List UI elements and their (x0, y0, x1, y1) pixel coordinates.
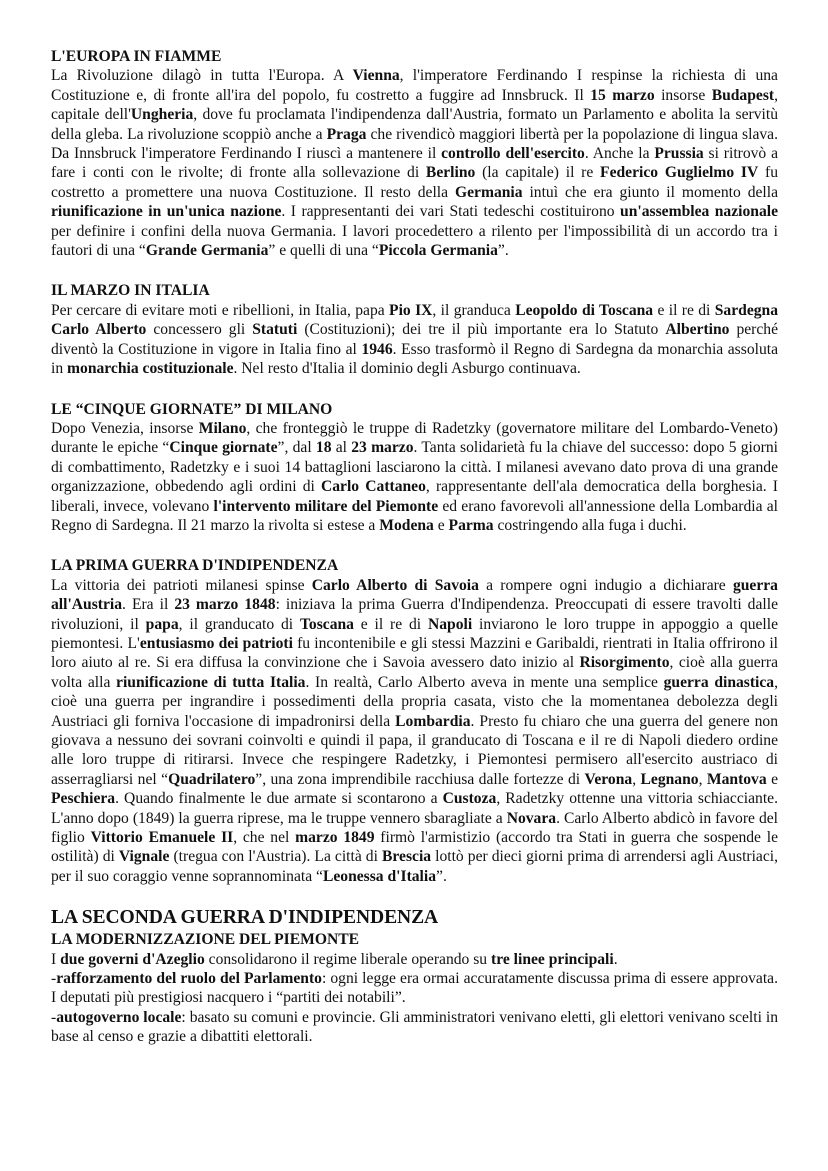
bold-term: Sardegna Carlo Alberto (51, 301, 779, 339)
section-paragraph: La Rivoluzione dilagò in tutta l'Europa. A Vienna, l'imperatore Ferdinando I respinse la richiesta di una Costituzione e, di fronte all'ira del popolo, fu costretto a fuggire ad Innsbruck. Il 15 marzo insorse Budapest, capitale dell'Ungheria, dove fu proclamata l'indipendenza dall'Austria, formato un Parlamento e abolita la servitù della gleba. La rivoluzione scoppiò anche a Praga che rivendicò maggiori libertà per la popolazione di lingua slava. Da Innsbruck l'imperatore Ferdinando I riuscì a mantenere il controllo dell'esercito. Anche la Prussia si ritrovò a fare i conti con le rivolte; di fronte alla sollevazione di Berlino (la capitale) il re Federico Guglielmo IV fu costretto a promettere una nuova Costituzione. Il resto della Germania intuì che era giunto il momento della riunificazione in un'unica nazione. I rappresentanti dei vari Stati tedeschi costituirono un'assemblea nazionale per definire i confini della nuova Germania. I lavori procedettero a rilento per l'impossibilità di un accordo tra i fautori di una “Grande Germania” e quelli di una “Piccola Germania”. (51, 67, 779, 260)
bold-term: guerra dinastica (663, 673, 775, 691)
bold-term: Statuti (252, 321, 298, 339)
section-heading: IL MARZO IN ITALIA (51, 282, 210, 300)
bold-term: Ungheria (130, 106, 194, 124)
bold-term: marzo 1849 (295, 829, 375, 847)
bold-term: Quadrilatero (168, 770, 256, 788)
bold-term: Pio IX (389, 301, 433, 319)
bold-term: Germania (454, 183, 523, 201)
bold-term: Grande Germania (145, 242, 269, 260)
bold-term: autogoverno locale (56, 1008, 182, 1026)
bold-term: Prussia (654, 145, 704, 163)
bold-term: l'intervento militare del Piemonte (213, 497, 439, 515)
bold-term: Leopoldo di Toscana (515, 301, 654, 319)
bold-term: Cinque giornate (169, 439, 278, 457)
list-item: -autogoverno locale: basato su comuni e provincie. Gli amministratori venivano eletti, gli elettori venivano scelti in base al censo e grazie a dibattiti elettorali. (51, 1008, 778, 1046)
bold-term: Novara (506, 809, 557, 827)
bold-term: un'assemblea nazionale (620, 203, 779, 221)
section-paragraph: Dopo Venezia, insorse Milano, che fronteggiò le truppe di Radetzky (governatore militare del Lombardo-Veneto) durante le epiche “Cinque giornate”, dal 18 al 23 marzo. Tanta solidarietà fu la chiave del successo: dopo 5 giorni di combattimento, Radetzky e i suoi 14 battaglioni lasciarono la città. I milanesi avevano dato prova di una grande organizzazione, obbedendo agli ordini di Carlo Cattaneo, rappresentante dell'ala democratica della borghesia. I liberali, invece, volevano l'intervento militare del Piemonte ed erano favorevoli all'annessione della Lombardia al Regno di Sardegna. Il 21 marzo la rivolta si estese a Modena e Parma costringendo alla fuga i duchi. (51, 419, 778, 534)
section-europa-in-fiamme (51, 47, 778, 260)
section-paragraph: La vittoria dei patrioti milanesi spinse Carlo Alberto di Savoia a rompere ogni indugio a dichiarare guerra all'Austria. Era il 23 marzo 1848: iniziava la prima Guerra d'Indipendenza. Preoccupati di essere travolti dalle rivoluzioni, il papa, il granducato di Toscana e il re di Napoli inviarono le loro truppe in appoggio a quelle piemontesi. L'entusiasmo dei patrioti fu incontenibile e gli stessi Mazzini e Garibaldi, rientrati in Italia offrirono il loro aiuto al re. Si era diffusa la convinzione che i Savoia avessero dato inizio al Risorgimento, cioè alla guerra volta alla riunificazione di tutta Italia. In realtà, Carlo Alberto aveva in mente una semplice guerra dinastica, cioè una guerra per ingrandire i possedimenti della propria casata, visto che la momentanea debolezza degli Austriaci gli forniva l'occasione di impadronirsi della Lombardia. Presto fu chiaro che una guerra del genere non giovava a nessuno dei sovrani coinvolti e quindi il papa, il granducato di Toscana e il re di Napoli diedero ordine alle loro truppe di ritirarsi. Invece che respingere Radetzky, i Piemontesi permisero all'esercito austriaco di asserragliarsi nel “Quadrilatero”, una zona imprendibile racchiusa dalle fortezze di Verona, Legnano, Mantova e Peschiera. Quando finalmente le due armate si scontarono a Custoza, Radetzky ottenne una vittoria schiacciante. L'anno dopo (1849) la guerra riprese, ma le truppe vennero sbaragliate a Novara. Carlo Alberto abdicò in favore del figlio Vittorio Emanuele II, che nel marzo 1849 firmò l'armistizio (accordo tra Stati in guerra che sospende le ostilità) di Vignale (tregua con l'Austria). La città di Brescia lottò per dieci giorni prima di arrendersi agli Austriaci, per il suo coraggio venne soprannominata “Leonessa d'Italia”. (51, 576, 779, 885)
bold-term: riunificazione in un'unica nazione (51, 203, 282, 221)
section-cinque-giornate (51, 400, 778, 536)
bold-term: monarchia costituzionale (67, 360, 234, 378)
bold-term: Legnano (640, 770, 699, 788)
bold-term: Custoza (442, 790, 497, 808)
section-seconda-guerra (51, 907, 778, 1046)
bold-term: Verona (584, 770, 633, 788)
section-marzo-in-italia (51, 281, 778, 378)
section-heading: LA MODERNIZZAZIONE DEL PIEMONTE (51, 931, 360, 949)
bold-term: Modena (379, 516, 434, 534)
bold-term: Vittorio Emanuele II (90, 829, 234, 847)
bold-term: guerra all'Austria (51, 576, 778, 614)
bold-term: controllo dell'esercito (441, 145, 585, 163)
chapter-title: LA SECONDA GUERRA D'INDIPENDENZA (51, 907, 439, 929)
bold-term: Berlino (425, 164, 476, 182)
bold-term: 18 (315, 439, 332, 457)
section-heading: L'EUROPA IN FIAMME (51, 48, 222, 65)
bold-term: entusiasmo dei patrioti (139, 634, 293, 652)
bold-term: Piccola Germania (378, 242, 498, 260)
bold-term: Peschiera (51, 790, 116, 808)
bold-term: 23 marzo 1848 (174, 596, 276, 614)
bold-term: Leonessa d'Italia (322, 867, 437, 885)
bold-term: Albertino (665, 321, 730, 339)
bold-term: Vignale (118, 848, 170, 866)
section-paragraph: I due governi d'Azeglio consolidarono il regime liberale operando su tre linee principali. (51, 950, 618, 968)
bold-term: 23 marzo (351, 439, 414, 457)
bold-term: Federico Guglielmo IV (600, 164, 759, 182)
bold-term: Brescia (382, 848, 432, 866)
bold-term: Praga (326, 125, 367, 143)
bold-term: 15 marzo (590, 86, 655, 104)
bold-term: Risorgimento (579, 654, 670, 672)
bold-term: Mantova (706, 770, 767, 788)
bold-term: riunificazione di tutta Italia (116, 673, 306, 691)
section-paragraph: Per cercare di evitare moti e ribellioni, in Italia, papa Pio IX, il granduca Leopoldo di Toscana e il re di Sardegna Carlo Alberto concessero gli Statuti (Costituzioni); dei tre il più importante era lo Statuto Albertino perché diventò la Costituzione in vigore in Italia fino al 1946. Esso trasformò il Regno di Sardegna da monarchia assoluta in monarchia costituzionale. Nel resto d'Italia il dominio degli Asburgo continuava. (51, 301, 779, 378)
section-prima-guerra (51, 556, 778, 886)
section-heading: LA PRIMA GUERRA D'INDIPENDENZA (51, 557, 339, 575)
bold-term: Lombardia (395, 712, 471, 730)
bold-term: Toscana (299, 615, 354, 633)
bold-term: rafforzamento del ruolo del Parlamento (56, 970, 322, 988)
bold-term: Napoli (427, 615, 473, 633)
bold-term: Vienna (352, 67, 400, 85)
bold-term: 1946 (361, 340, 393, 358)
bold-term: Parma (448, 516, 494, 534)
bold-term: Milano (198, 419, 247, 437)
bold-term: Carlo Cattaneo (321, 478, 426, 496)
bold-term: due governi d'Azeglio (60, 950, 205, 968)
list-item: -rafforzamento del ruolo del Parlamento: ogni legge era ormai accuratamente discussa prima di essere approvata. I deputati più prestigiosi nacquero i “partiti dei notabili”. (51, 970, 778, 1007)
section-heading: LE “CINQUE GIORNATE” DI MILANO (51, 400, 333, 418)
bold-term: Carlo Alberto di Savoia (311, 576, 479, 594)
bold-term: Budapest (711, 86, 775, 104)
bold-term: tre linee principali (491, 950, 614, 968)
bold-term: papa (145, 615, 179, 633)
